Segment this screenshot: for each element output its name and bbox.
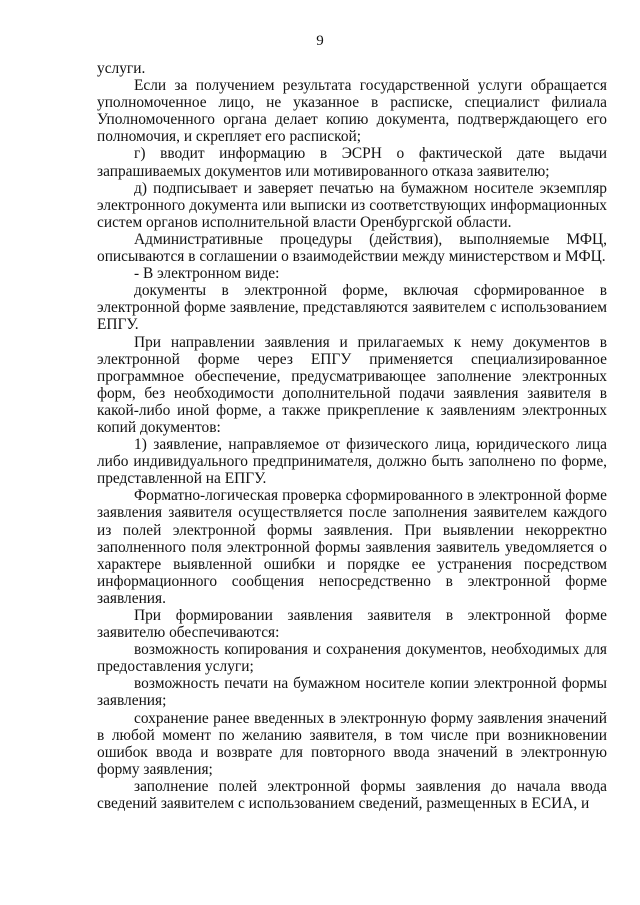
paragraph: возможность печати на бумажном носителе копии электронной формы заявления; — [97, 675, 607, 710]
paragraph: документы в электронной форме, включая сформированное в электронной форме заявление, представляются заявителем с использованием ЕПГУ. — [97, 282, 607, 334]
paragraph: заполнение полей электронной формы заявления до начала ввода сведений заявителем с использованием сведений, размещенных в ЕСИА, и — [97, 777, 607, 813]
paragraph: При формировании заявления заявителя в электронной форме заявителю обеспечиваются: — [97, 607, 607, 642]
page-number: 9 — [316, 33, 324, 49]
paragraph: возможность копирования и сохранения документов, необходимых для предоставления услуги; — [97, 641, 607, 676]
paragraph: Форматно-логическая проверка сформированного в электронной форме заявления заявителя осуществляется после заполнения заявителем каждого из полей электронной формы заявления. При выявлении некорректно заполненного поля электронной формы заявления заявитель уведомляется о характере выявленной ошибки и порядке ее устранения посредством информационного сообщения непосредственно в электронной форме заявления. — [97, 487, 607, 607]
paragraph: услуги. — [97, 60, 146, 77]
paragraph: г) вводит информацию в ЭСРН о фактической дате выдачи запрашиваемых документов или мотивированного отказа заявителю; — [97, 145, 607, 180]
paragraph: Административные процедуры (действия), выполняемые МФЦ, описываются в соглашении о взаимодействии между министерством и МФЦ. — [97, 230, 607, 266]
paragraph: 1) заявление, направляемое от физического лица, юридического лица либо индивидуального предпринимателя, должно быть заполнено по форме, представленной на ЕПГУ. — [97, 436, 607, 488]
paragraph: Если за получением результата государственной услуги обращается уполномоченное лицо, не указанное в расписке, специалист филиала Уполномоченного органа делает копию документа, подтверждающего его полномочия, и скрепляет его распиской; — [97, 77, 607, 146]
paragraph: - В электронном виде: — [134, 265, 280, 283]
paragraph: д) подписывает и заверяет печатью на бумажном носителе экземпляр электронного документа или выписки из соответствующих информационных систем органов исполнительной власти Оренбургской области. — [97, 179, 607, 231]
document-body — [97, 60, 607, 812]
paragraph: При направлении заявления и прилагаемых к нему документов в электронной форме через ЕПГУ применяется специализированное программное обеспечение, предусматривающее заполнение электронных форм, без необходимости дополнительной подачи заявления заявителя в какой-либо иной форме, а также прикрепление к заявлениям электронных копий документов: — [97, 333, 607, 436]
paragraph: сохранение ранее введенных в электронную форму заявления значений в любой момент по желанию заявителя, в том числе при возникновении ошибок ввода и возврате для повторного ввода значений в электронную форму заявления; — [97, 709, 607, 778]
